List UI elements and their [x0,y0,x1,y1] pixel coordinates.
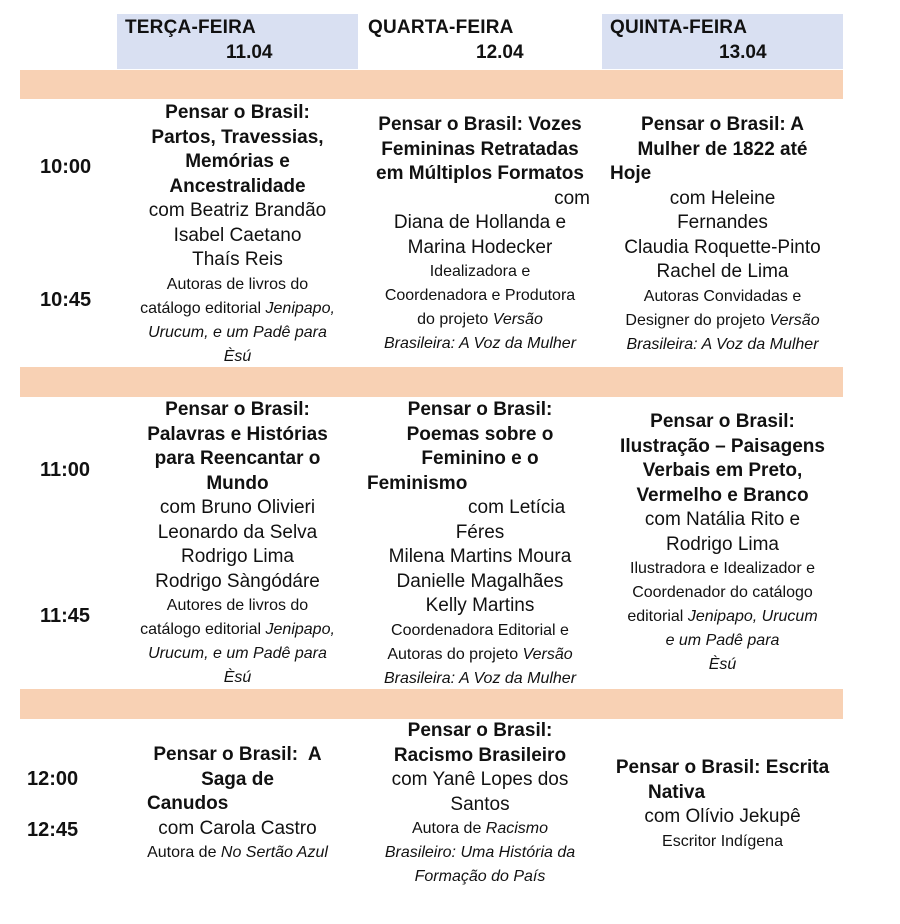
day-date: 11.04 [226,42,273,63]
book-title: No Sertão Azul [220,844,328,861]
participant: Féres [455,521,505,543]
participant: com Beatriz Brandão [148,200,327,221]
day-name: QUINTA-FEIRA [610,17,748,38]
role-text-plain: catálogo editorial [140,621,266,638]
role-text: Coordenadora e Produtora [384,287,576,304]
participant: Rodrigo Sàngódáre [155,570,320,592]
session-b2-wed [360,398,600,691]
book-title: Jenipapo, [265,621,335,638]
participant: Leonardo da Selva [157,521,318,543]
time-label: 10:00 [40,156,92,178]
participant: Diana de Hollanda e [393,212,567,233]
book-title: Jenipapo, Urucum [687,608,818,625]
role-text [360,308,600,332]
role-text [360,332,600,356]
participant: Santos [450,793,510,815]
participant: Isabel Caetano [173,224,302,246]
role-text: Escritor Indígena [662,832,783,850]
participant: Kelly Martins [425,595,535,616]
project-title: Brasileira: A Voz da Mulher [626,335,819,353]
session-title: Pensar o Brasil: Escrita [615,757,830,778]
participant: Fernandes [677,212,768,233]
session-b3-thu [602,756,843,854]
role-text: Ilustradora e Idealizador e [630,560,815,577]
separator-band [20,689,843,719]
participant: Rachel de Lima [656,261,789,282]
session-title: Mulher de 1822 até [637,138,808,160]
role-text [117,345,358,369]
session-title: Feminismo [367,472,468,494]
session-title: Ancestralidade [169,175,306,197]
day-name: QUARTA-FEIRA [368,17,514,38]
session-title: Pensar o Brasil: Vozes [378,114,582,135]
session-title: Ilustração – Paisagens [620,435,825,457]
session-b1-thu [602,113,843,357]
session-b3-tue [117,743,358,865]
book-title: Èsú [708,656,737,673]
project-title: Versão [769,311,820,329]
role-text [602,605,843,629]
book-title: Urucum, e um Padê para [148,323,327,341]
role-text [602,309,843,333]
session-title: em Múltiplos Formatos [376,163,584,184]
participant: Milena Martins Moura [388,546,572,567]
role-text [602,333,843,357]
participant: com Letícia [468,497,566,518]
session-title: Pensar o Brasil: A [153,744,322,765]
session-title: Pensar o Brasil: [407,720,553,741]
book-title: Èsú [223,669,252,686]
participant: com Natália Rito e [644,509,801,530]
book-title: Formação do País [414,868,546,885]
participant: Rodrigo Lima [181,546,294,567]
session-b2-thu [602,410,843,677]
role-text-plain: catálogo editorial [140,299,266,317]
participant: Claudia Roquette-Pinto [624,236,821,258]
participant: com Yanê Lopes dos [391,769,569,790]
role-text-plain: Autora de [411,820,486,837]
session-title: Pensar o Brasil: [165,102,310,123]
role-text: Autoras Convidadas e [643,287,802,305]
session-title: Pensar o Brasil: [165,399,310,420]
role-text [360,667,600,691]
project-title: Versão [522,645,573,663]
header-wednesday [360,14,600,69]
role-text-plain: do projeto [417,311,493,328]
session-title: Hoje [610,163,652,184]
role-text [117,642,358,666]
role-text [117,297,358,321]
participant: com Olívio Jekupê [644,806,801,827]
session-b2-tue [117,398,358,690]
participant: Danielle Magalhães [396,570,564,592]
separator-band [20,367,843,397]
participant: com Carola Castro [158,817,317,839]
session-title: Vermelho e Branco [636,484,809,506]
role-text: Coordenador do catálogo [632,584,813,601]
session-title: para Reencantar o [154,448,321,469]
session-title: Poemas sobre o [406,423,554,445]
session-b1-wed [360,113,600,356]
session-title: Mundo [206,472,269,494]
book-title: Jenipapo, [265,299,335,317]
role-text-plain: Designer do projeto [625,311,770,329]
role-text [360,841,600,865]
book-title: Brasileiro: Uma História da [384,844,576,861]
separator-band [20,70,843,99]
role-text [117,666,358,690]
role-text: Autores de livros do [166,597,309,614]
role-text: Coordenadora Editorial e [391,621,569,639]
role-text [602,629,843,653]
book-title: e um Padê para [665,632,780,649]
role-text [117,321,358,345]
session-b1-tue [117,101,358,369]
participant: com Bruno Olivieri [159,497,316,518]
session-title: Verbais em Preto, [642,460,803,481]
role-text-plain: Autora de [147,844,221,861]
project-title: Brasileira: A Voz da Mulher [383,669,577,687]
session-title: Canudos [147,793,229,814]
role-text: Idealizadora e [429,263,531,280]
role-text [117,841,358,865]
session-title: Saga de [201,768,274,790]
time-label: 12:45 [27,819,79,841]
role-text [117,618,358,642]
participant: com [554,187,590,209]
time-label: 11:45 [40,605,91,627]
role-text-plain: editorial [627,608,688,625]
session-title: Partos, Travessias, [151,126,324,148]
session-title: Nativa [648,781,706,803]
participant: Rodrigo Lima [666,533,779,555]
session-title: Racismo Brasileiro [393,744,567,766]
role-text: Autoras de livros do [166,275,309,293]
day-name: TERÇA-FEIRA [125,17,256,38]
project-title: Brasileira: A Voz da Mulher [383,335,577,352]
header-thursday [602,14,843,69]
session-title: Femininas Retratadas [381,138,579,160]
session-title: Pensar o Brasil: A [641,114,804,135]
day-date: 13.04 [719,42,767,63]
day-date: 12.04 [476,42,524,63]
book-title: Racismo [485,820,549,837]
session-title: Feminino e o [421,448,539,469]
session-title: Pensar o Brasil: [650,411,795,432]
participant: Marina Hodecker [407,236,553,258]
book-title: Èsú [223,347,252,365]
role-text [360,643,600,667]
project-title: Versão [492,311,543,328]
time-label: 11:00 [40,459,91,481]
role-text [602,653,843,677]
role-text-plain: Autoras do projeto [387,645,523,663]
role-text [360,817,600,841]
session-title: Pensar o Brasil: [407,399,553,420]
session-b3-wed [360,719,600,889]
participant: Thaís Reis [192,249,283,270]
time-label: 10:45 [40,289,92,311]
book-title: Urucum, e um Padê para [148,645,327,662]
participant: com Heleine [669,187,776,209]
role-text [360,865,600,889]
session-title: Palavras e Histórias [147,423,328,445]
session-title: Memórias e [185,151,290,172]
header-tuesday [117,14,358,69]
time-label: 12:00 [27,768,79,790]
